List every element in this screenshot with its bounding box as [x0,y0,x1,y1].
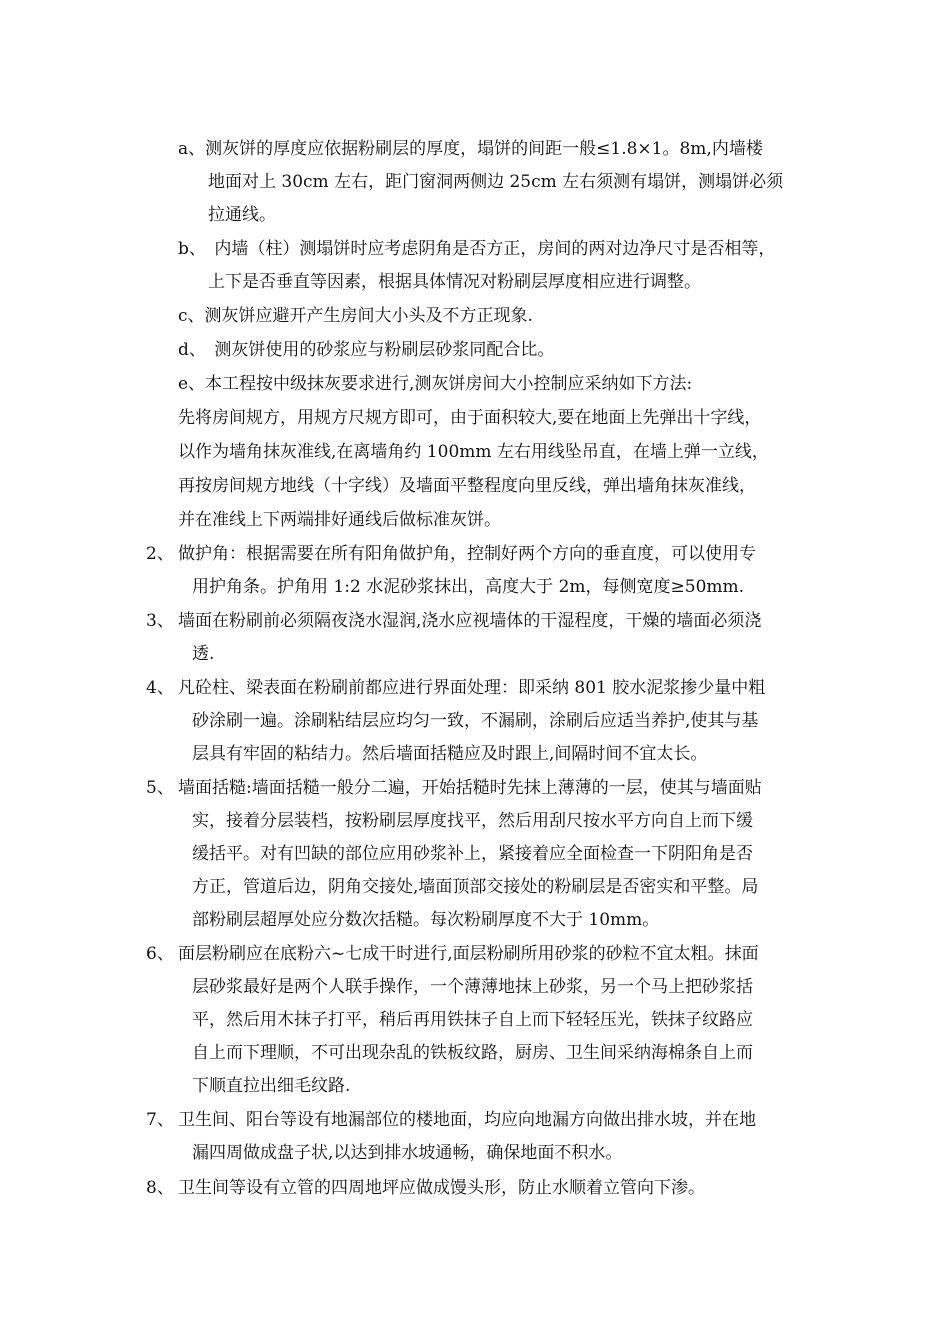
item-4-line-1: 凡砼柱、梁表面在粉刷前都应进行界面处理：即采纳 801 胶水泥浆掺少量中粗 [178,678,766,698]
item-2-line-1: 做护角：根据需要在所有阳角做护角，控制好两个方向的垂直度，可以使用专 [178,544,756,564]
item-6-line-2: 层砂浆最好是两个人联手操作，一个薄薄地抹上砂浆，另一个马上把砂浆括 [192,977,753,997]
sub-item-e-line-1: e、本工程按中级抹灰要求进行,测灰饼房间大小控制应采纳如下方法: [178,374,693,394]
item-2-line-2: 用护角条。护角用 1:2 水泥砂浆抹出，高度大于 2m，每侧宽度≥50mm. [192,577,745,597]
item-6-number: 6、 [146,944,174,964]
item-6-line-3: 平，然后用木抹子打平，稍后再用铁抹子自上而下轻轻压光，铁抹子纹路应 [192,1010,753,1030]
item-7-line-2: 漏四周做成盘子状,以达到排水坡通畅，确保地面不积水。 [192,1143,623,1163]
item-3-line-1: 墙面在粉刷前必须隔夜浇水湿润,浇水应视墙体的干湿程度，干燥的墙面必须浇 [178,611,762,631]
item-3-number: 3、 [146,611,174,631]
sub-item-a-line-1: a、测灰饼的厚度应依据粉刷层的厚度，塌饼的间距一般≤1.8×1。8m,内墙楼 [178,139,763,159]
item-7-number: 7、 [146,1110,174,1130]
item-6-line-5: 下顺直拉出细毛纹路. [192,1076,351,1096]
item-7-line-1: 卫生间、阳台等设有地漏部位的楼地面，均应向地漏方向做出排水坡，并在地 [178,1110,756,1130]
sub-item-e-line-3: 以作为墙角抹灰准线,在离墙角约 100mm 左右用线坠吊直，在墙上弹一立线， [178,442,769,462]
sub-item-e-line-4: 再按房间规方地线（十字线）及墙面平整程度向里反线，弹出墙角抹灰准线， [178,476,756,496]
sub-item-d-line-1: d、 测灰饼使用的砂浆应与粉刷层砂浆同配合比。 [178,340,555,360]
sub-item-a-line-3: 拉通线。 [208,205,276,225]
item-5-line-4: 方正，管道后边，阴角交接处,墙面顶部交接处的粉刷层是否密实和平整。局 [192,877,759,897]
item-4-line-2: 砂涂刷一遍。涂刷粘结层应均匀一致，不漏刷，涂刷后应适当养护,使其与基 [192,711,759,731]
item-4-number: 4、 [146,678,174,698]
item-8-number: 8、 [146,1178,174,1198]
item-5-number: 5、 [146,778,174,798]
item-8-line-1: 卫生间等设有立管的四周地坪应做成馒头形，防止水顺着立管向下渗。 [178,1178,705,1198]
item-5-line-1: 墙面括糙:墙面括糙一般分二遍，开始括糙时先抹上薄薄的一层，使其与墙面贴 [178,778,762,798]
sub-item-a-line-2: 地面对上 30cm 左右，距门窗洞两侧边 25cm 左右须测有塌饼，测塌饼必须 [208,172,784,192]
item-5-line-5: 部粉刷层超厚处应分数次括糙。每次粉刷厚度不大于 10mm。 [192,910,660,930]
item-4-line-3: 层具有牢固的粘结力。然后墙面括糙应及时跟上,间隔时间不宜太长。 [192,744,708,764]
item-6-line-1: 面层粉刷应在底粉六~七成干时进行,面层粉刷所用砂浆的砂粒不宜太粗。抹面 [178,944,759,964]
sub-item-c-line-1: c、测灰饼应避开产生房间大小头及不方正现象. [178,306,533,326]
sub-item-b-line-2: 上下是否垂直等因素，根据具体情况对粉刷层厚度相应进行调整。 [208,272,701,292]
sub-item-e-line-2: 先将房间规方，用规方尺规方即可，由于面积较大,要在地面上先弹出十字线， [178,408,762,428]
sub-item-b-line-1: b、 内墙（柱）测塌饼时应考虑阴角是否方正，房间的两对边净尺寸是否相等， [178,239,776,259]
item-3-line-2: 透. [192,644,215,664]
sub-item-e-line-5: 并在准线上下两端排好通线后做标准灰饼。 [178,510,501,530]
item-2-number: 2、 [146,544,174,564]
item-5-line-2: 实，接着分层装档，按粉刷层厚度找平，然后用刮尺按水平方向自上而下缓 [192,811,753,831]
item-6-line-4: 自上而下理顺，不可出现杂乱的铁板纹路，厨房、卫生间采纳海棉条自上而 [192,1043,753,1063]
item-5-line-3: 缓括平。对有凹缺的部位应用砂浆补上，紧接着应全面检查一下阴阳角是否 [192,844,753,864]
